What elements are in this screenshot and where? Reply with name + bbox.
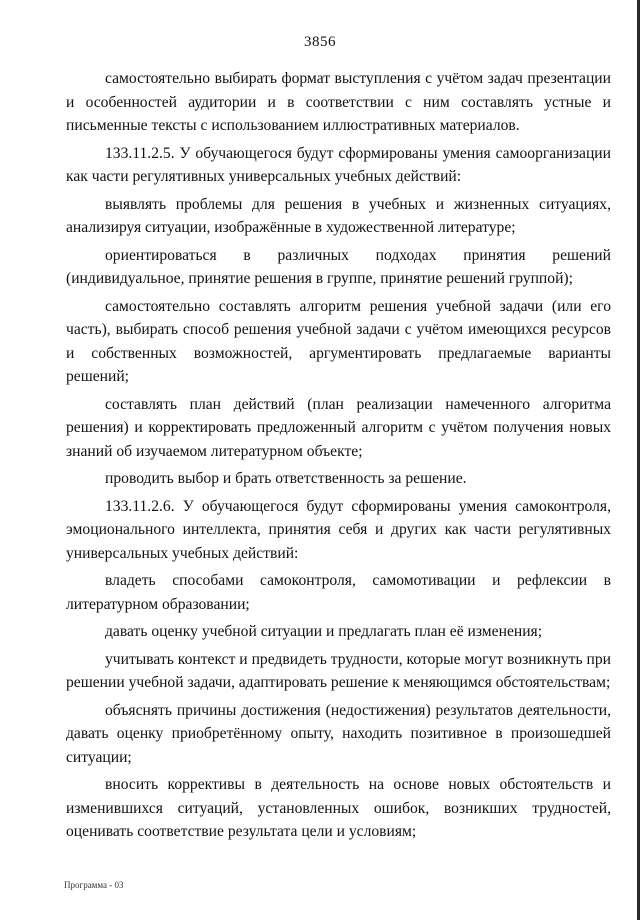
paragraph: 133.11.2.5. У обучающегося будут сформированы умения самоорганизации как части регулятивных универсальных учебных действий: (66, 144, 611, 185)
paragraph: самостоятельно выбирать формат выступления с учётом задач презентации и особенностей аудитории и в соответствии с ним составлять устные и письменные тексты с использованием иллюстративных материалов. (66, 70, 611, 134)
page-number: 3856 (304, 34, 336, 50)
body-text (66, 67, 611, 848)
paragraph: проводить выбор и брать ответственность за решение. (105, 470, 467, 487)
paragraph: ориентироваться в различных подходах принятия решений (индивидуальное, принятие решения в группе, принятие решений группой); (66, 246, 611, 287)
paragraph: самостоятельно составлять алгоритм решения учебной задачи (или его часть), выбирать способ решения учебной задачи с учётом имеющихся ресурсов и собственных возможностей, аргументировать предлагаемые варианты решений; (66, 297, 611, 385)
paragraph: составлять план действий (план реализации намеченного алгоритма решения) и корректировать предложенный алгоритм с учётом получения новых знаний об изучаемом литературном объекте; (66, 395, 611, 460)
paragraph: объяснять причины достижения (недостижения) результатов деятельности, давать оценку приобретённому опыту, находить позитивное в произошедшей ситуации; (66, 701, 611, 766)
paragraph: вносить коррективы в деятельность на основе новых обстоятельств и изменившихся ситуаций, установленных ошибок, возникших трудностей, оценивать соответствие результата цели и условиям; (66, 776, 611, 840)
paragraph: выявлять проблемы для решения в учебных и жизненных ситуациях, анализируя ситуации, изображённые в художественной литературе; (66, 195, 611, 236)
paragraph: давать оценку учебной ситуации и предлагать план её изменения; (105, 623, 543, 640)
paragraph: учитывать контекст и предвидеть трудности, которые могут возникнуть при решении учебной задачи, адаптировать решение к меняющимся обстоятельствам; (66, 650, 611, 691)
page-footer: Программа - 03 (64, 880, 124, 890)
paragraph: владеть способами самоконтроля, самомотивации и рефлексии в литературном образовании; (66, 572, 611, 613)
paragraph: 133.11.2.6. У обучающегося будут сформированы умения самоконтроля, эмоционального интеллекта, принятия себя и других как части регулятивных универсальных учебных действий: (66, 497, 611, 562)
